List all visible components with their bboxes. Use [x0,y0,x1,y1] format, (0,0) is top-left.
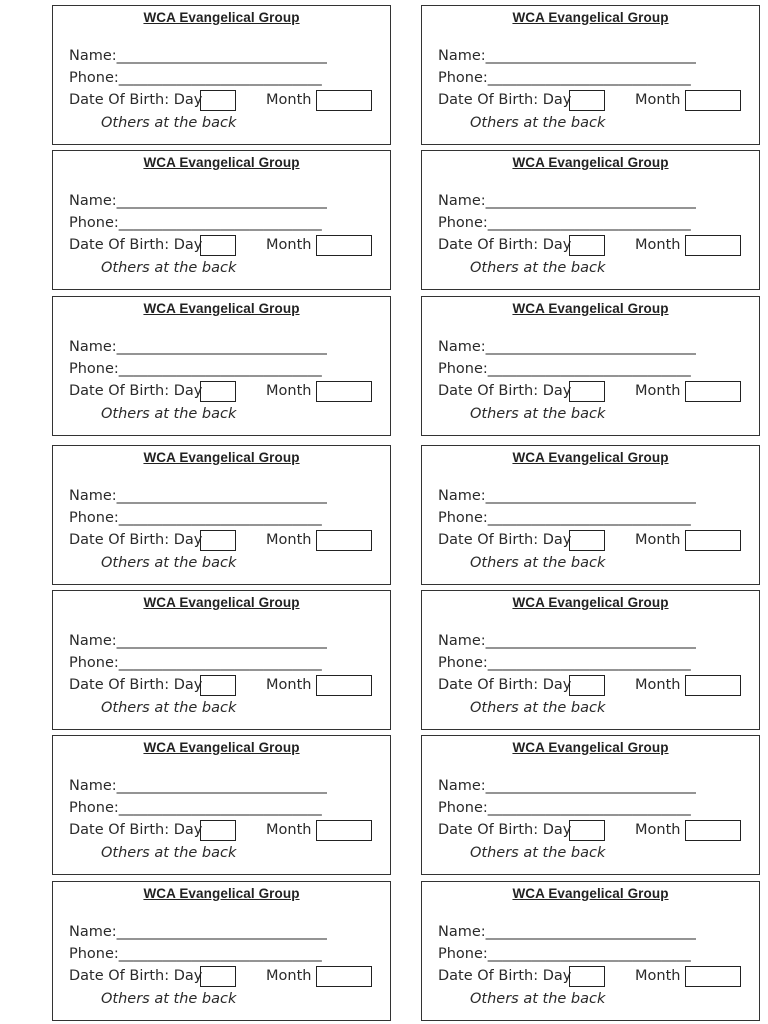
day-box[interactable] [200,675,236,696]
name-field[interactable]: Name:_____________________________ [69,48,327,64]
name-field[interactable]: Name:_____________________________ [69,778,327,794]
month-box[interactable] [685,530,741,551]
phone-field[interactable]: Phone:____________________________ [438,70,691,86]
day-box[interactable] [569,235,605,256]
others-note: Others at the back [470,555,606,571]
phone-field[interactable]: Phone:____________________________ [438,510,691,526]
card-title: WCA Evangelical Group [512,301,669,316]
month-label: Month [635,383,681,399]
month-box[interactable] [316,235,372,256]
dob-label: Date Of Birth: Day [69,532,203,548]
phone-field[interactable]: Phone:____________________________ [69,70,322,86]
dob-label: Date Of Birth: Day [69,968,203,984]
card-title: WCA Evangelical Group [143,10,300,25]
month-label: Month [266,92,312,108]
others-note: Others at the back [101,700,237,716]
day-box[interactable] [200,90,236,111]
form-card [52,590,391,730]
date-of-birth-row [69,383,312,399]
form-card [421,296,760,436]
month-label: Month [635,532,681,548]
phone-field[interactable]: Phone:____________________________ [438,215,691,231]
month-box[interactable] [316,966,372,987]
phone-field[interactable]: Phone:____________________________ [438,361,691,377]
date-of-birth-row [69,532,312,548]
dob-label: Date Of Birth: Day [69,92,203,108]
month-label: Month [266,677,312,693]
name-field[interactable]: Name:_____________________________ [438,48,696,64]
card-title: WCA Evangelical Group [512,595,669,610]
month-label: Month [266,822,312,838]
month-box[interactable] [685,675,741,696]
day-box[interactable] [569,675,605,696]
month-box[interactable] [685,90,741,111]
phone-field[interactable]: Phone:____________________________ [69,510,322,526]
day-box[interactable] [569,966,605,987]
date-of-birth-row [69,92,312,108]
date-of-birth-row [438,532,681,548]
dob-label: Date Of Birth: Day [69,237,203,253]
phone-field[interactable]: Phone:____________________________ [69,800,322,816]
day-box[interactable] [200,235,236,256]
dob-label: Date Of Birth: Day [438,822,572,838]
form-card [52,881,391,1021]
day-box[interactable] [569,381,605,402]
others-note: Others at the back [470,260,606,276]
month-box[interactable] [685,235,741,256]
day-box[interactable] [569,820,605,841]
card-title: WCA Evangelical Group [143,886,300,901]
month-label: Month [635,968,681,984]
month-label: Month [635,677,681,693]
dob-label: Date Of Birth: Day [438,92,572,108]
dob-label: Date Of Birth: Day [438,968,572,984]
phone-field[interactable]: Phone:____________________________ [69,946,322,962]
dob-label: Date Of Birth: Day [69,383,203,399]
date-of-birth-row [438,677,681,693]
day-box[interactable] [200,381,236,402]
day-box[interactable] [200,966,236,987]
month-box[interactable] [685,966,741,987]
form-card [421,590,760,730]
date-of-birth-row [69,237,312,253]
name-field[interactable]: Name:_____________________________ [438,633,696,649]
month-label: Month [266,968,312,984]
phone-field[interactable]: Phone:____________________________ [438,946,691,962]
others-note: Others at the back [101,115,237,131]
month-box[interactable] [685,381,741,402]
card-title: WCA Evangelical Group [143,450,300,465]
name-field[interactable]: Name:_____________________________ [438,193,696,209]
card-title: WCA Evangelical Group [143,595,300,610]
name-field[interactable]: Name:_____________________________ [438,488,696,504]
phone-field[interactable]: Phone:____________________________ [69,361,322,377]
card-title: WCA Evangelical Group [143,301,300,316]
others-note: Others at the back [470,700,606,716]
form-card [52,445,391,585]
month-label: Month [266,532,312,548]
others-note: Others at the back [470,845,606,861]
card-title: WCA Evangelical Group [512,10,669,25]
day-box[interactable] [200,530,236,551]
card-title: WCA Evangelical Group [512,740,669,755]
form-card [421,5,760,145]
month-label: Month [635,237,681,253]
form-card [52,296,391,436]
phone-field[interactable]: Phone:____________________________ [69,215,322,231]
form-card [421,445,760,585]
month-box[interactable] [316,675,372,696]
dob-label: Date Of Birth: Day [69,677,203,693]
card-title: WCA Evangelical Group [512,155,669,170]
form-card [52,5,391,145]
day-box[interactable] [569,90,605,111]
dob-label: Date Of Birth: Day [438,237,572,253]
dob-label: Date Of Birth: Day [438,383,572,399]
month-box[interactable] [685,820,741,841]
month-label: Month [266,237,312,253]
phone-field[interactable]: Phone:____________________________ [438,655,691,671]
month-box[interactable] [316,90,372,111]
others-note: Others at the back [101,406,237,422]
month-box[interactable] [316,530,372,551]
others-note: Others at the back [470,991,606,1007]
date-of-birth-row [69,677,312,693]
name-field[interactable]: Name:_____________________________ [438,778,696,794]
form-card [421,735,760,875]
card-title: WCA Evangelical Group [143,155,300,170]
others-note: Others at the back [101,555,237,571]
month-box[interactable] [316,381,372,402]
phone-field[interactable]: Phone:____________________________ [69,655,322,671]
month-box[interactable] [316,820,372,841]
date-of-birth-row [438,822,681,838]
name-field[interactable]: Name:_____________________________ [69,924,327,940]
others-note: Others at the back [101,991,237,1007]
month-label: Month [635,822,681,838]
form-card [52,735,391,875]
date-of-birth-row [69,822,312,838]
card-title: WCA Evangelical Group [512,450,669,465]
others-note: Others at the back [470,406,606,422]
others-note: Others at the back [101,260,237,276]
date-of-birth-row [438,968,681,984]
dob-label: Date Of Birth: Day [438,532,572,548]
others-note: Others at the back [101,845,237,861]
date-of-birth-row [438,92,681,108]
date-of-birth-row [438,383,681,399]
name-field[interactable]: Name:_____________________________ [438,924,696,940]
day-box[interactable] [569,530,605,551]
date-of-birth-row [438,237,681,253]
dob-label: Date Of Birth: Day [438,677,572,693]
month-label: Month [266,383,312,399]
date-of-birth-row [69,968,312,984]
card-title: WCA Evangelical Group [143,740,300,755]
name-field[interactable]: Name:_____________________________ [69,633,327,649]
name-field[interactable]: Name:_____________________________ [438,339,696,355]
form-card [421,150,760,290]
form-card [421,881,760,1021]
card-title: WCA Evangelical Group [512,886,669,901]
month-label: Month [635,92,681,108]
name-field[interactable]: Name:_____________________________ [69,339,327,355]
phone-field[interactable]: Phone:____________________________ [438,800,691,816]
form-card [52,150,391,290]
others-note: Others at the back [470,115,606,131]
day-box[interactable] [200,820,236,841]
name-field[interactable]: Name:_____________________________ [69,193,327,209]
name-field[interactable]: Name:_____________________________ [69,488,327,504]
dob-label: Date Of Birth: Day [69,822,203,838]
